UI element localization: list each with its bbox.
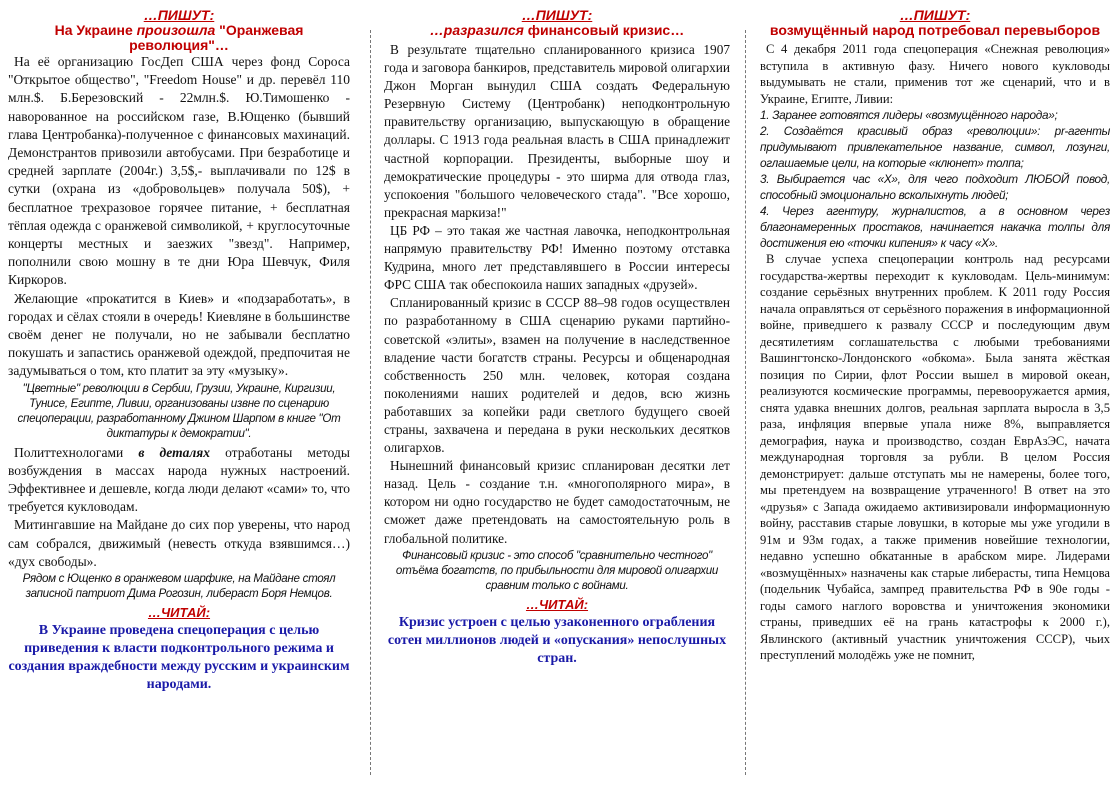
paragraph: ЦБ РФ – это такая же частная лавочка, неподконтрольная напрямую правительству РФ! Именно поэтому отставка Кудрина, много лет представлявшего в России интересы ФРС США так обеспокоила наших западных «друзей». <box>384 222 730 293</box>
italic-note: Рядом с Ющенко в оранжевом шарфике, на Майдане стоял записной патриот Дима Рогозин, либераст Боря Немцов. <box>22 572 336 601</box>
scenario-step: 2. Создаётся красивый образ «революции»: pr-агенты придумывают привлекательное название, символ, лозунги, оглашаемые цели, на которые «клюнет» толпа; <box>760 124 1110 170</box>
paragraph: С 4 декабря 2011 года спецоперация «Снежная революция» вступила в активную фазу. Ничего нового кукловоды выдумывать не стали, применив тот же сценарий, что и в Украине, Египте, Ливии: <box>760 42 1110 106</box>
paragraph: В случае успеха спецоперации контроль над ресурсами государства-жертвы переходит к кукловодам. Цель-минимум: создание серьёзных внутренних проблем. К 2011 году Россия начала оправляться от серьёзного поражения в информационной войне, приведшего к развалу СССР и последующим двум десятилетиям соглашательства с любыми требованиями Вашингтонско-Лондонского «обкома». Была занята жёсткая позиция по Сирии, флот России вышел в мировой океан, реализуются космические программы, перевооружается армия, снята удавка внешних долгов, реальная зарплата выросла в 3,5 раза, инфляция впервые упала ниже 8%, выправляется демография, наука и производство, создан ЕврАзЭС, начата международная торговля за рубли. В целом Россия демонстрирует: дальше отступать мы не намерены, более того, мы претендуем на возвращение утраченного! В ответ на это «друзья» с Запада ожидаемо активизировали информационную войну, расставив старые ловушки, в которые мы уже угодили в 91м и 93м годах, а также применив новейшие технологии, недавно успешно обкатанные в арабском мире. Лидерами «возмущённых» назначены как старые либерасты, типа Немцова (подельник Чубайса, зампред правительства РФ в 90е годы - годы самого наглого воровства и уничтожения экономики страны, приведших её на грань катастрофы к 2000 г.), Явлинского (активный участник уничтожения СССР), чьих преступлений молодёжь уже не помнит, <box>760 252 1110 662</box>
paragraph: Политтехнологами в деталях отработаны методы возбуждения в массах народа нужных настроений. Эффективнее и дешевле, когда люди делают «сами» то, что требуется кукловодам. <box>8 444 350 515</box>
column-snow-revolution <box>760 8 1110 664</box>
column-financial-crisis <box>384 8 730 668</box>
paragraph: На её организацию ГосДеп США через фонд Сороса "Открытое общество", "Freedom House" и др. перевёл 110 млн.$. Б.Березовский - 22млн.$. Ю.Тимошенко - наворованное на российском газе, В.Ющенко (бывший глава Центробанка)-полученное с финансовых махинаций. Демонстрантов привозили автобусами. При безработице и средней зарплате (2004г.) 3,5$,- выплачивали по 12$ в сутки (охрана из «добровольцев» получала 50$), + бесплатное трехразовое горячее питание, + бесплатная тёплая одежда с оранжевой символикой, + круглосуточные концерты местных и заезжих "звезд". Например, пополнили свою мошну в те дни Юра Шевчук, Филя Киркоров. <box>8 54 350 288</box>
paragraph: Желающие «прокатится в Киев» и «подзаработать», в городах и сёлах стояли в очередь! Киевляне в большинстве своём денег не получали, но не забывали бесплатно покушать и запастись оранжевой одеждой, предпочитая не задумываться о том, кто платит за эту «музыку». <box>8 290 350 379</box>
read-marker: …ЧИТАЙ: <box>525 596 589 612</box>
kicker: …ПИШУТ: <box>899 7 971 23</box>
column-header <box>384 8 730 38</box>
conclusion: Кризис устроен с целью узаконенного ограбления сотен миллионов людей и «опускания» непослушных стран. <box>387 614 727 666</box>
italic-note: "Цветные" революции в Сербии, Грузии, Украине, Киргизии, Тунисе, Египте, Ливии, организованы извне по сценарию спецоперации, разработанному Джином Шарпом в книге "От диктатуры к демократии". <box>17 381 341 440</box>
scenario-step: 4. Через агентуру, журналистов, а в основном через благонамеренных простаков, начинается накачка толпы для достижения ею «точки кипения» к часу «Х». <box>760 204 1110 250</box>
kicker: …ПИШУТ: <box>521 7 593 23</box>
kicker: …ПИШУТ: <box>143 7 215 23</box>
column-title: На Украине произошла "Оранжевая революция"… <box>54 22 304 53</box>
paragraph: Митингавшие на Майдане до сих пор уверены, что народ сам собрался, движимый (невесть откуда взявшимся…) «дух свободы». <box>8 517 350 569</box>
column-title: возмущённый народ потребовал перевыборов <box>769 22 1101 38</box>
column-title: …разразился финансовый кризис… <box>429 22 685 38</box>
column-orange-revolution <box>8 8 350 694</box>
read-marker: …ЧИТАЙ: <box>147 605 211 621</box>
paragraph: Спланированный кризис в СССР 88–98 годов осуществлен по разработанному в США сценарию руками партийно-советской «элиты», взамен на получение в наследственное владение части богатств страны. Ресурсы и общенародная собственность 250 млн. человек, которая создана поколениями наших родителей и дедов, всю жизнь работавших за копейки ради светлого будущего своей страны, захвачена и передана в руки нескольких десятков олигархов. <box>384 295 730 456</box>
column-divider-2 <box>745 30 746 775</box>
column-header <box>8 8 350 53</box>
scenario-step: 3. Выбирается час «Х», для чего подходит ЛЮБОЙ повод, способный эмоционально всколыхнуть людей; <box>760 172 1110 202</box>
paragraph: В результате тщательно спланированного кризиса 1907 года и заговора банкиров, представитель мировой олигархии Джон Морган вынудил США создать Федеральную Резервную Систему (Центробанк) неподконтрольную правительству организацию, выпускающую в обращение доллары. С 1913 года реальная власть в США принадлежит частной корпорации. Президенты, выборные шоу и демократические процедуры - это ширма для отвода глаз, успокоения "большого человеческого стада". "Все хорошо, прекрасная маркиза!" <box>384 42 730 220</box>
paragraph: Нынешний финансовый кризис спланирован десятки лет назад. Цель - создание т.н. «многополярного мира», в котором ни одно государство не будет самодостаточным, не сможет даже претендовать на самостоятельную роль в глобальной политике. <box>384 458 730 546</box>
italic-note: Финансовый кризис - это способ "сравнительно честного" отъёма богатств, по прибыльности для мировой олигархии сравним только с войнами. <box>395 548 719 592</box>
column-divider-1 <box>370 30 371 775</box>
column-header <box>760 8 1110 38</box>
conclusion: В Украине проведена спецоперация с целью приведения к власти подконтрольного режима и создания враждебности между русским и украинским народами. <box>8 623 350 693</box>
scenario-step: 1. Заранее готовятся лидеры «возмущённого народа»; <box>760 108 1058 122</box>
